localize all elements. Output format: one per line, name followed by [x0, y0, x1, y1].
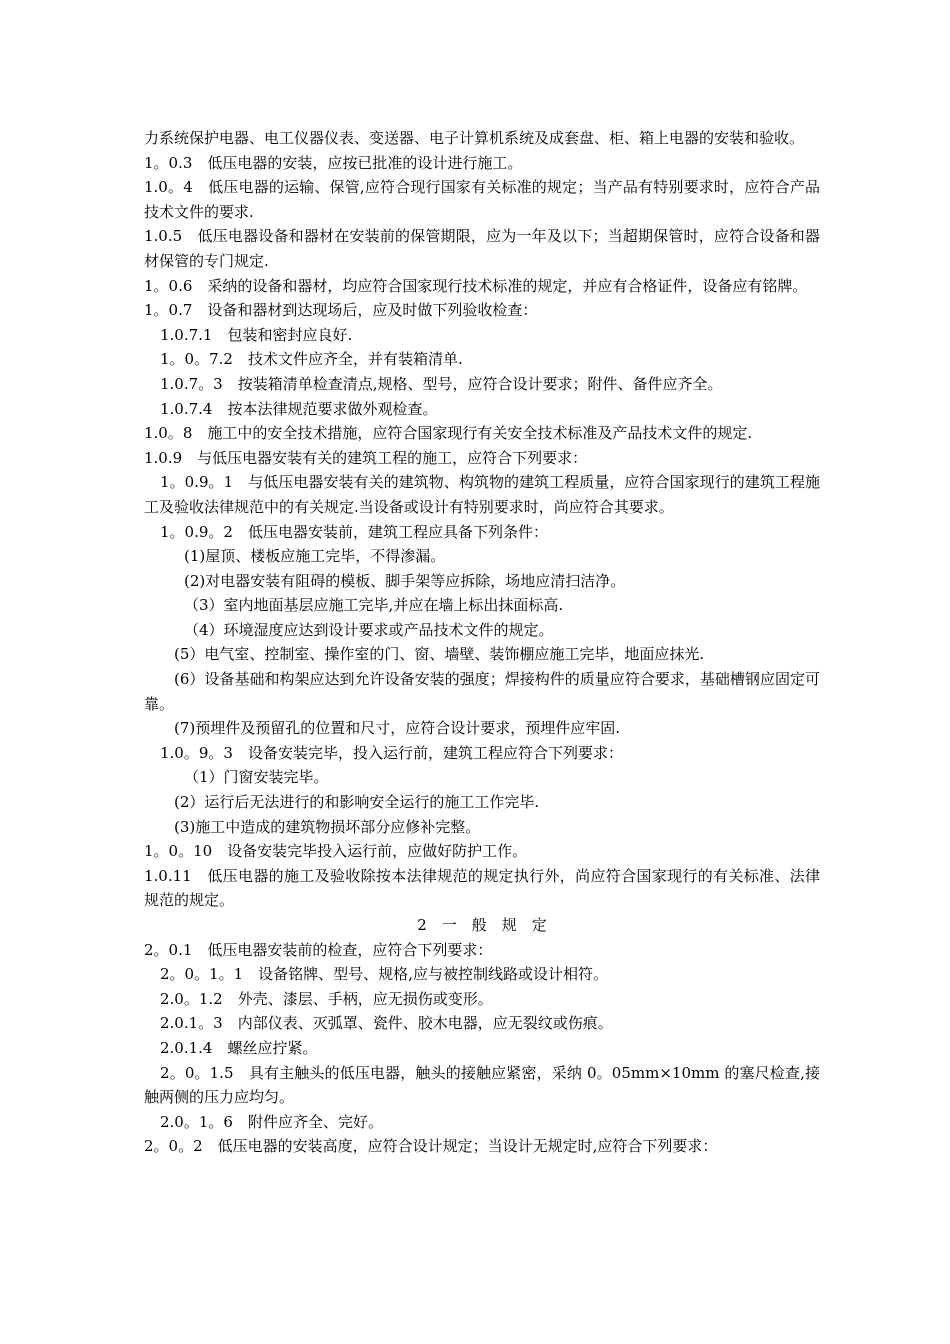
- clause-1-0-7: 1。0.7 设备和器材到达现场后，应及时做下列验收检查：: [144, 301, 538, 320]
- section-heading-2: 2 一 般 规 定: [417, 916, 547, 934]
- item-7: (7)预埋件及预留孔的位置和尺寸，应符合设计要求，预埋件应牢固.: [174, 719, 621, 738]
- clause-1-0-6: 1。0.6 采纳的设备和器材，均应符合国家现行技术标准的规定，并应有合格证件，设备应有铭牌。: [144, 276, 808, 295]
- clause-2-0-1-2: 2.0。1.2 外壳、漆层、手柄，应无损伤或变形。: [160, 989, 493, 1008]
- clause-1-0-4: 1.0。4 低压电器的运输、保管,应符合现行国家有关标准的规定；当产品有特别要求时，应符合产品技术文件的要求.: [144, 178, 820, 221]
- clause-2-0-1: 2。0.1 低压电器安装前的检查，应符合下列要求：: [144, 940, 493, 959]
- clause-1-0-9-1: 1。0.9。1 与低压电器安装有关的建筑物、构筑物的建筑工程质量，应符合国家现行的建筑工程施工及验收法律规范中的有关规定.当设备或设计有特别要求时，尚应符合其要求。: [144, 473, 820, 516]
- clause-1-0-7-2: 1。0。7.2 技术文件应齐全，并有装箱清单.: [160, 350, 463, 369]
- item-6: (6）设备基础和构架应达到允许设备安装的强度；焊接构件的质量应符合要求，基础槽钢应固定可靠。: [144, 670, 820, 713]
- clause-1-0-9-3: 1.0。9。3 设备安装完毕，投入运行前，建筑工程应符合下列要求：: [160, 743, 623, 762]
- item-1-doors: （1）门窗安装完毕。: [184, 768, 329, 787]
- document-body: [144, 126, 820, 1159]
- item-3: （3）室内地面基层应施工完毕,并应在墙上标出抹面标高.: [184, 596, 564, 615]
- clause-1-0-11: 1.0.11 低压电器的施工及验收除按本法律规范的规定执行外，尚应符合国家现行的有关标准、法律规范的规定。: [144, 866, 820, 910]
- item-5: (5）电气室、控制室、操作室的门、窗、墙壁、装饰棚应施工完毕，地面应抹光.: [174, 645, 705, 664]
- item-4: （4）环境湿度应达到设计要求或产品技术文件的规定。: [184, 620, 554, 639]
- clause-2-0-1-6: 2.0。1。6 附件应齐全、完好。: [160, 1112, 383, 1131]
- clause-1-0-7-4: 1.0.7.4 按本法律规范要求做外观检查。: [160, 399, 438, 418]
- clause-1-0-5: 1.0.5 低压电器设备和器材在安装前的保管期限，应为一年及以下；当超期保管时，应符合设备和器材保管的专门规定.: [144, 227, 820, 270]
- clause-1-0-10: 1。0。10 设备安装完毕投入运行前，应做好防护工作。: [144, 842, 528, 861]
- item-1: (1)屋顶、楼板应施工完毕，不得渗漏。: [184, 547, 446, 566]
- clause-1-0-8: 1.0。8 施工中的安全技术措施，应符合国家现行有关安全技术标准及产品技术文件的规定.: [144, 424, 753, 443]
- clause-1-0-9-2: 1。0.9。2 低压电器安装前，建筑工程应具备下列条件：: [160, 522, 548, 541]
- clause-2-0-1-4: 2.0.1.4 螺丝应拧紧。: [160, 1038, 318, 1057]
- clause-2-0-1-5: 2。0。1.5 具有主触头的低压电器，触头的接触应紧密，采纳 0。05mm×10mm 的塞尺检查,接触两侧的压力应均匀。: [144, 1063, 820, 1107]
- clause-1-0-9: 1.0.9 与低压电器安装有关的建筑工程的施工，应符合下列要求：: [144, 448, 588, 467]
- clause-2-0-1-3: 2.0.1。3 内部仪表、灭弧罩、瓷件、胶木电器，应无裂纹或伤痕。: [160, 1014, 613, 1033]
- item-3-repair: (3)施工中造成的建筑物损坏部分应修补完整。: [174, 817, 481, 836]
- paragraph-scope-continuation: 力系统保护电器、电工仪器仪表、变送器、电子计算机系统及成套盘、柜、箱上电器的安装和验收。: [144, 129, 805, 147]
- item-2: (2)对电器安装有阻碍的模板、脚手架等应拆除，场地应清扫洁净。: [184, 571, 626, 590]
- clause-1-0-7-1: 1.0.7.1 包装和密封应良好.: [160, 325, 353, 344]
- clause-2-0-1-1: 2。0。1。1 设备铭牌、型号、规格,应与被控制线路或设计相符。: [160, 965, 608, 984]
- clause-1-0-7-3: 1.0.7。3 按装箱清单检查清点,规格、型号，应符合设计要求；附件、备件应齐全。: [160, 374, 723, 393]
- item-2-work: (2）运行后无法进行的和影响安全运行的施工工作完毕.: [174, 793, 540, 812]
- clause-2-0-2: 2。0。2 低压电器的安装高度，应符合设计规定；当设计无规定时,应符合下列要求：: [144, 1137, 718, 1156]
- clause-1-0-3: 1。0.3 低压电器的安装，应按已批准的设计进行施工。: [144, 153, 523, 172]
